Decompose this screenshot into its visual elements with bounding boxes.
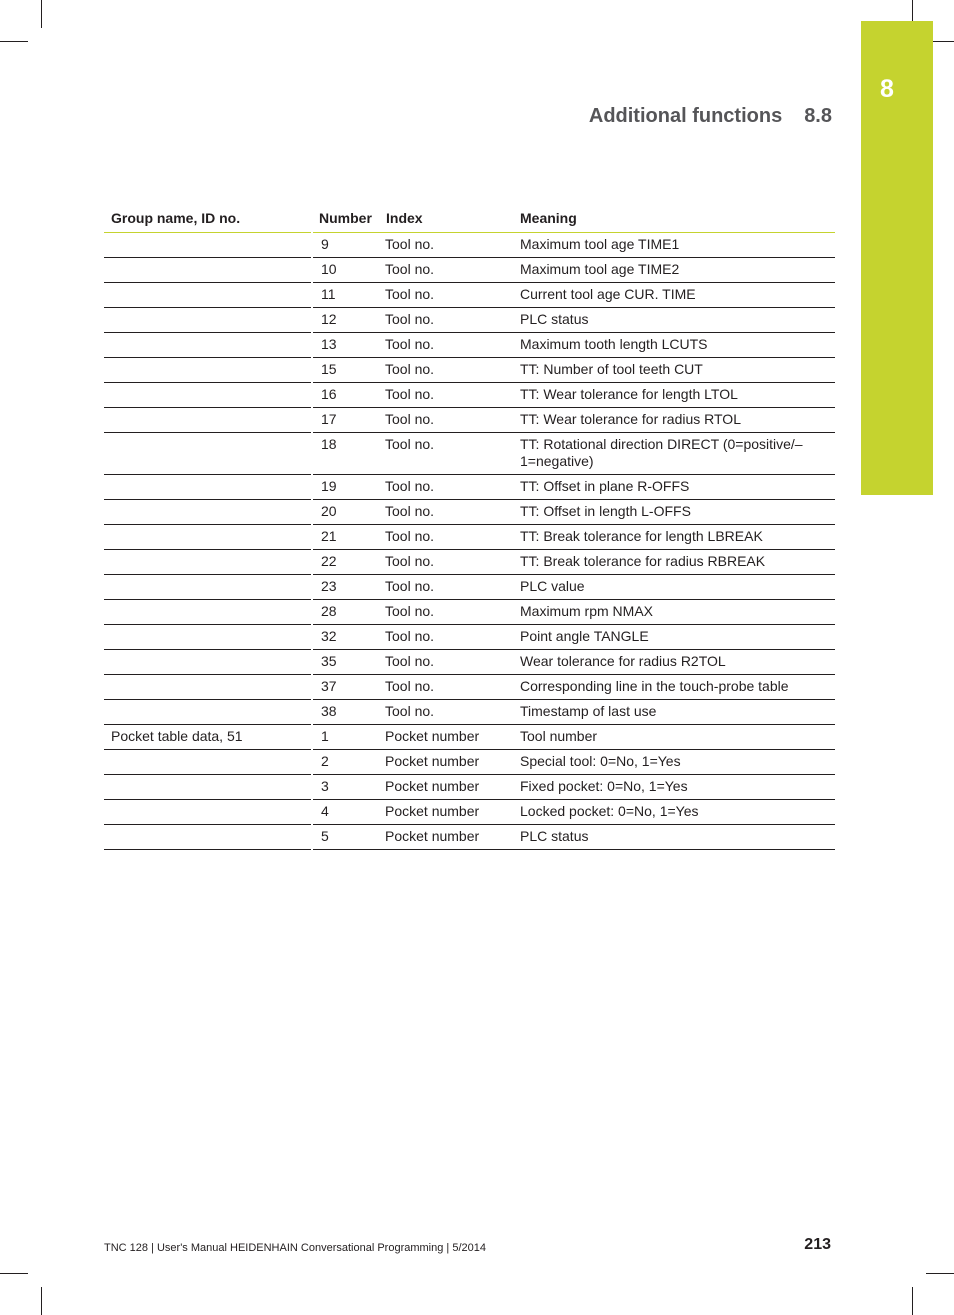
cell-index: Pocket number [379, 725, 513, 750]
table-row [104, 800, 835, 825]
cell-group-name [104, 825, 312, 850]
cell-index: Pocket number [379, 825, 513, 850]
page-number: 213 [804, 1236, 831, 1253]
cell-group-name [104, 233, 312, 258]
table-header-row [104, 208, 835, 233]
cell-index: Tool no. [379, 650, 513, 675]
cell-group-name [104, 308, 312, 333]
cell-number: 16 [312, 383, 379, 408]
cell-index: Tool no. [379, 550, 513, 575]
cell-index: Tool no. [379, 258, 513, 283]
cell-meaning: TT: Offset in plane R-OFFS [513, 475, 835, 500]
table-row [104, 333, 835, 358]
cell-meaning: Maximum rpm NMAX [513, 600, 835, 625]
cell-number: 13 [312, 333, 379, 358]
cell-group-name [104, 750, 312, 775]
cell-group-name [104, 433, 312, 475]
cell-meaning: TT: Offset in length L-OFFS [513, 500, 835, 525]
crop-mark [912, 1287, 913, 1315]
cell-meaning: Point angle TANGLE [513, 625, 835, 650]
section-header [589, 104, 832, 128]
cell-index: Tool no. [379, 675, 513, 700]
section-title: Additional functions [588, 105, 783, 127]
cell-meaning: TT: Break tolerance for radius RBREAK [513, 550, 835, 575]
table-row [104, 258, 835, 283]
cell-number: 23 [312, 575, 379, 600]
cell-meaning: Maximum tool age TIME1 [513, 233, 835, 258]
crop-mark [41, 0, 42, 28]
cell-number: 15 [312, 358, 379, 383]
table-row [104, 675, 835, 700]
cell-number: 22 [312, 550, 379, 575]
section-number: 8.8 [804, 105, 832, 127]
cell-group-name [104, 625, 312, 650]
table-row [104, 625, 835, 650]
table-row [104, 825, 835, 850]
cell-meaning: Special tool: 0=No, 1=Yes [513, 750, 835, 775]
cell-number: 37 [312, 675, 379, 700]
cell-number: 20 [312, 500, 379, 525]
table-row [104, 550, 835, 575]
cell-index: Tool no. [379, 433, 513, 475]
chapter-number: 8 [880, 75, 894, 103]
cell-number: 3 [312, 775, 379, 800]
cell-meaning: TT: Number of tool teeth CUT [513, 358, 835, 383]
table-row [104, 475, 835, 500]
cell-number: 35 [312, 650, 379, 675]
cell-meaning: Current tool age CUR. TIME [513, 283, 835, 308]
table-row [104, 600, 835, 625]
cell-meaning: TT: Wear tolerance for length LTOL [513, 383, 835, 408]
cell-group-name [104, 475, 312, 500]
table-row [104, 650, 835, 675]
cell-number: 2 [312, 750, 379, 775]
cell-group-name [104, 700, 312, 725]
cell-meaning: Timestamp of last use [513, 700, 835, 725]
crop-mark [0, 1273, 28, 1274]
cell-index: Tool no. [379, 500, 513, 525]
crop-mark [41, 1287, 42, 1315]
cell-number: 10 [312, 258, 379, 283]
cell-index: Tool no. [379, 525, 513, 550]
cell-index: Tool no. [379, 233, 513, 258]
header-group-name: Group name, ID no. [104, 208, 312, 233]
cell-meaning: Corresponding line in the touch-probe table [513, 675, 835, 700]
table-row [104, 358, 835, 383]
cell-index: Tool no. [379, 333, 513, 358]
cell-number: 1 [312, 725, 379, 750]
cell-meaning: TT: Wear tolerance for radius RTOL [513, 408, 835, 433]
table-row [104, 500, 835, 525]
table-row [104, 750, 835, 775]
cell-group-name [104, 358, 312, 383]
cell-index: Tool no. [379, 600, 513, 625]
cell-group-name [104, 650, 312, 675]
header-number: Number [312, 208, 379, 233]
cell-meaning: Locked pocket: 0=No, 1=Yes [513, 800, 835, 825]
cell-group-name [104, 283, 312, 308]
cell-group-name [104, 675, 312, 700]
cell-number: 17 [312, 408, 379, 433]
cell-meaning: Tool number [513, 725, 835, 750]
table-row [104, 233, 835, 258]
table-row [104, 725, 835, 750]
cell-group-name [104, 408, 312, 433]
parameter-table [104, 208, 835, 850]
crop-mark [0, 41, 28, 42]
table-row [104, 525, 835, 550]
cell-number: 38 [312, 700, 379, 725]
cell-group-name [104, 550, 312, 575]
cell-index: Pocket number [379, 750, 513, 775]
cell-group-name [104, 525, 312, 550]
table-row [104, 575, 835, 600]
footer-text: TNC 128 | User's Manual HEIDENHAIN Conversational Programming | 5/2014 [104, 1242, 486, 1254]
cell-meaning: Maximum tool age TIME2 [513, 258, 835, 283]
header-meaning: Meaning [513, 208, 835, 233]
cell-index: Tool no. [379, 625, 513, 650]
cell-index: Tool no. [379, 700, 513, 725]
cell-index: Pocket number [379, 775, 513, 800]
cell-group-name [104, 500, 312, 525]
cell-index: Tool no. [379, 283, 513, 308]
cell-index: Pocket number [379, 800, 513, 825]
cell-meaning: TT: Rotational direction DIRECT (0=positive/–1=negative) [513, 433, 835, 475]
crop-mark [926, 1273, 954, 1274]
cell-group-name [104, 800, 312, 825]
cell-number: 11 [312, 283, 379, 308]
table-row [104, 775, 835, 800]
table-body [104, 233, 835, 850]
table-row [104, 433, 835, 475]
cell-number: 21 [312, 525, 379, 550]
cell-number: 5 [312, 825, 379, 850]
cell-number: 28 [312, 600, 379, 625]
header-index: Index [379, 208, 513, 233]
cell-number: 12 [312, 308, 379, 333]
cell-index: Tool no. [379, 358, 513, 383]
cell-number: 32 [312, 625, 379, 650]
cell-group-name [104, 333, 312, 358]
cell-index: Tool no. [379, 308, 513, 333]
cell-group-name [104, 383, 312, 408]
cell-number: 9 [312, 233, 379, 258]
cell-meaning: TT: Break tolerance for length LBREAK [513, 525, 835, 550]
table-row [104, 700, 835, 725]
cell-group-name: Pocket table data, 51 [104, 725, 312, 750]
cell-meaning: Fixed pocket: 0=No, 1=Yes [513, 775, 835, 800]
cell-index: Tool no. [379, 475, 513, 500]
chapter-tab [861, 21, 933, 495]
cell-meaning: PLC value [513, 575, 835, 600]
cell-number: 18 [312, 433, 379, 475]
cell-meaning: PLC status [513, 825, 835, 850]
cell-number: 4 [312, 800, 379, 825]
table-row [104, 308, 835, 333]
cell-group-name [104, 600, 312, 625]
cell-meaning: Wear tolerance for radius R2TOL [513, 650, 835, 675]
cell-index: Tool no. [379, 575, 513, 600]
table-row [104, 283, 835, 308]
cell-number: 19 [312, 475, 379, 500]
cell-index: Tool no. [379, 408, 513, 433]
cell-group-name [104, 575, 312, 600]
cell-meaning: Maximum tooth length LCUTS [513, 333, 835, 358]
cell-index: Tool no. [379, 383, 513, 408]
cell-meaning: PLC status [513, 308, 835, 333]
table-row [104, 383, 835, 408]
cell-group-name [104, 258, 312, 283]
table-row [104, 408, 835, 433]
cell-group-name [104, 775, 312, 800]
